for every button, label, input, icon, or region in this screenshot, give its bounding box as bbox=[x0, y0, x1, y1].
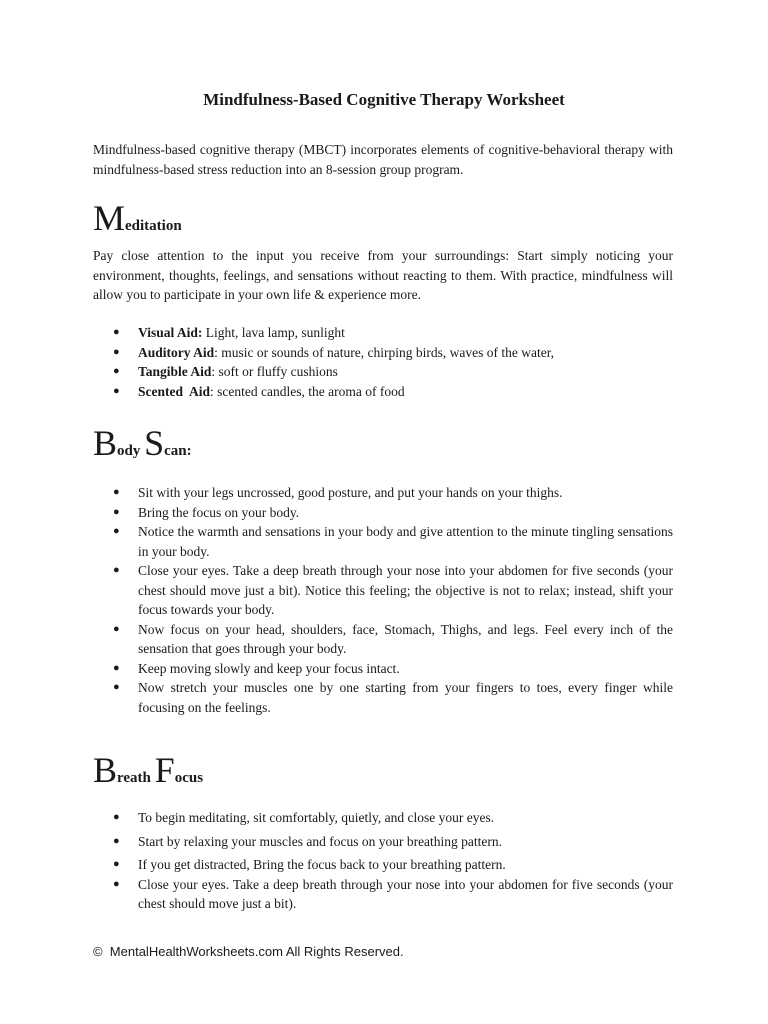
meditation-heading-rest: editation bbox=[125, 218, 182, 234]
bullet-icon: ● bbox=[113, 877, 120, 890]
bullet-icon: ● bbox=[113, 525, 120, 537]
list-item-text: If you get distracted, Bring the focus back to your breathing pattern. bbox=[138, 857, 506, 872]
meditation-aids-list bbox=[113, 323, 673, 401]
meditation-heading-initial: M bbox=[93, 198, 126, 238]
breath-focus-list bbox=[113, 808, 673, 914]
list-item bbox=[113, 522, 673, 561]
list-item bbox=[113, 875, 673, 914]
bullet-icon: ● bbox=[113, 811, 120, 823]
bullet-icon: ● bbox=[113, 661, 120, 674]
breath-focus-heading-initial-2: F bbox=[154, 750, 175, 790]
list-item bbox=[113, 659, 673, 679]
list-item bbox=[113, 503, 673, 523]
bullet-icon: ● bbox=[113, 505, 120, 518]
list-item-text: Bring the focus on your body. bbox=[138, 504, 300, 520]
copyright-footer: © MentalHealthWorksheets.com All Rights Reserved. bbox=[93, 944, 404, 959]
aid-text: : music or sounds of nature, chirping birds, waves of the water, bbox=[214, 344, 555, 360]
aid-label: Visual Aid: bbox=[138, 325, 203, 340]
body-scan-heading bbox=[93, 425, 192, 462]
list-item-text: To begin meditating, sit comfortably, quietly, and close your eyes. bbox=[138, 810, 495, 825]
list-item bbox=[113, 678, 673, 717]
bullet-icon: ● bbox=[113, 326, 120, 338]
aid-label: Auditory Aid bbox=[138, 344, 215, 360]
list-item-text: Close your eyes. Take a deep breath through your nose into your abdomen for five seconds (your chest should move just a bit). Notice this feeling; the objective is not to relax; instead, shift your focus towards your body. bbox=[138, 563, 673, 617]
list-item-text: Close your eyes. Take a deep breath through your nose into your abdomen for five seconds (your chest should move just a bit). bbox=[138, 876, 673, 911]
list-item bbox=[113, 382, 673, 402]
aid-text: Light, lava lamp, sunlight bbox=[202, 325, 345, 340]
aid-text: : scented candles, the aroma of food bbox=[210, 383, 405, 399]
list-item bbox=[113, 620, 673, 659]
breath-focus-heading bbox=[93, 752, 203, 789]
aid-label: Scented Aid bbox=[138, 383, 211, 399]
list-item-text: Keep moving slowly and keep your focus intact. bbox=[138, 660, 400, 676]
list-item-text: Start by relaxing your muscles and focus on your breathing pattern. bbox=[138, 833, 503, 849]
meditation-heading bbox=[93, 200, 182, 237]
breath-focus-heading-part1: reath bbox=[117, 770, 155, 786]
page-title: Mindfulness-Based Cognitive Therapy Worksheet bbox=[203, 90, 565, 109]
intro-paragraph: Mindfulness-based cognitive therapy (MBCT) incorporates elements of cognitive-behavioral therapy with mindfulness-based stress reduction into an 8-session group program. bbox=[93, 142, 673, 177]
list-item bbox=[113, 343, 673, 363]
list-item-text: Now stretch your muscles one by one starting from your fingers to toes, every finger while focusing on the feelings. bbox=[138, 680, 673, 715]
list-item bbox=[113, 855, 673, 875]
aid-label: Tangible Aid bbox=[138, 364, 212, 379]
list-item bbox=[113, 808, 673, 828]
bullet-icon: ● bbox=[113, 681, 120, 693]
bullet-icon: ● bbox=[113, 384, 120, 397]
body-scan-heading-initial-2: S bbox=[144, 423, 165, 463]
bullet-icon: ● bbox=[113, 365, 120, 377]
bullet-icon: ● bbox=[113, 345, 120, 358]
list-item bbox=[113, 832, 673, 852]
aid-text: : soft or fluffy cushions bbox=[211, 364, 338, 379]
list-item bbox=[113, 323, 673, 343]
meditation-paragraph: Pay close attention to the input you receive from your surroundings: Start simply noticing your environment, thoughts, feelings, and sensations without reacting to them. With practice, mindfulness will allow you to participate in your own life & experience more. bbox=[93, 248, 673, 302]
bullet-icon: ● bbox=[113, 564, 120, 576]
bullet-icon: ● bbox=[113, 622, 120, 635]
list-item-text: Sit with your legs uncrossed, good posture, and put your hands on your thighs. bbox=[138, 485, 563, 500]
body-scan-heading-part1: ody bbox=[117, 443, 145, 459]
list-item bbox=[113, 362, 673, 382]
list-item bbox=[113, 483, 673, 503]
bullet-icon: ● bbox=[113, 486, 120, 498]
breath-focus-heading-initial: B bbox=[93, 750, 118, 790]
bullet-icon: ● bbox=[113, 858, 120, 870]
list-item-text: Notice the warmth and sensations in your body and give attention to the minute tingling sensations in your body. bbox=[138, 524, 673, 559]
bullet-icon: ● bbox=[113, 834, 120, 847]
breath-focus-heading-part2: ocus bbox=[174, 770, 204, 786]
body-scan-heading-initial: B bbox=[93, 423, 118, 463]
list-item bbox=[113, 561, 673, 620]
body-scan-list bbox=[113, 483, 673, 717]
body-scan-heading-part2: can: bbox=[164, 443, 192, 459]
list-item-text: Now focus on your head, shoulders, face, Stomach, Thighs, and legs. Feel every inch of the sensation that goes through your body. bbox=[138, 621, 673, 656]
